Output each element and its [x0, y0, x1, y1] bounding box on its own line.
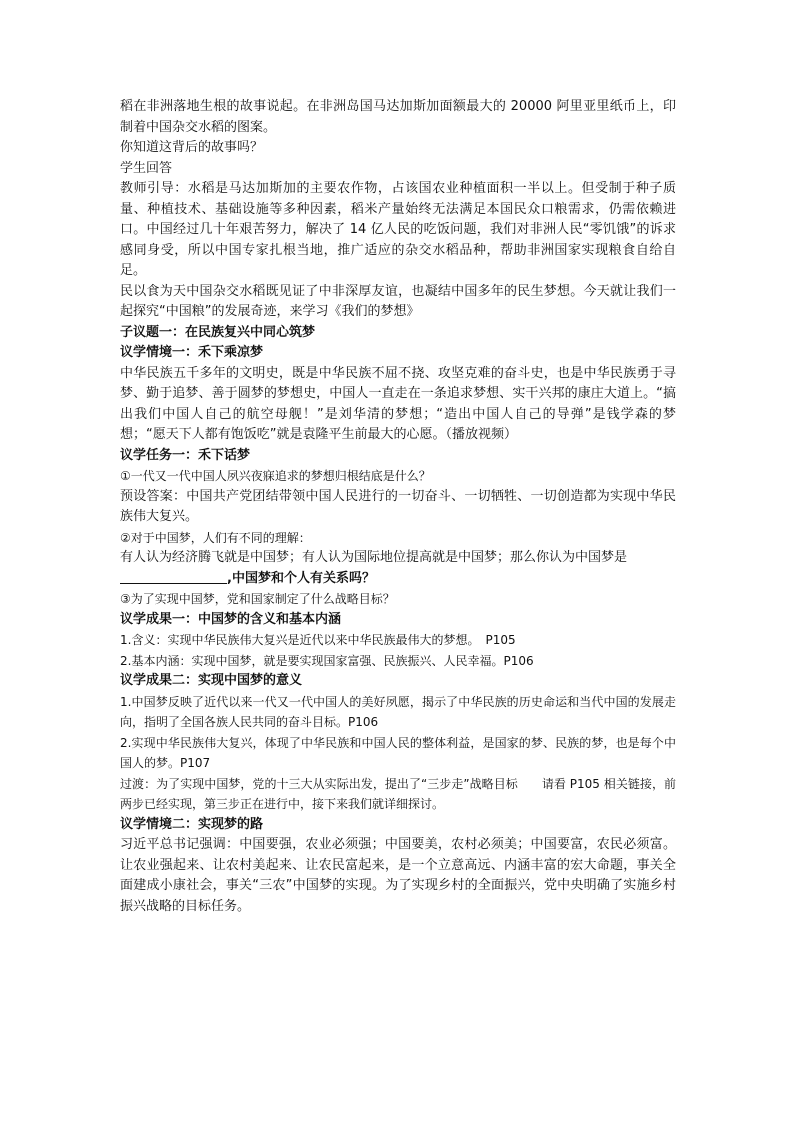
- student-answer-line: 学生回答: [120, 160, 173, 176]
- result-2-item-1: 1.中国梦反映了近代以来一代又一代中国人的美好夙愿，揭示了中华民族的历史命运和当代中国的发展走向，指明了全国各族人民共同的奋斗目标。P106: [120, 694, 676, 729]
- result-heading-2: 议学成果二：实现中国梦的意义: [120, 673, 303, 688]
- question-2-tail: ,中国梦和个人有关系吗？: [227, 570, 375, 586]
- context-heading-1: 议学情境一：禾下乘凉梦: [120, 345, 264, 360]
- teacher-guide-paragraph: 教师引导：水稻是马达加斯加的主要农作物，占该国农业种植面积一半以上。但受制于种子质量、种植技术、基础设施等多种因素，稻米产量始终无法满足本国民众口粮需求，仍需依赖进口。中国经过几十年艰苦努力，解决了 14 亿人民的吃饭问题，我们对非洲人民“零饥饿”的诉求感同身受，所以中国专家扎根当地，推广适应的杂交水稻品种，帮助非洲国家实现粮食自给自足。: [120, 181, 676, 278]
- context-heading-2: 议学情境二：实现梦的路: [120, 816, 264, 832]
- sub-topic-heading: 子议题一：在民族复兴中同心筑梦: [120, 324, 316, 340]
- context-paragraph-1: 中华民族五千多年的文明史，既是中华民族不屈不挠、攻坚克难的奋斗史，也是中华民族勇于寻梦、勤于追梦、善于圆梦的梦想史，中国人一直走在一条追求梦想、实干兴邦的康庄大道上。“搞出我们中国人自己的航空母舰！”是刘华清的梦想；“造出中国人自己的导弹”是钱学森的梦想；“愿天下人都有饱饭吃”就是袁隆平生前最大的心愿。（播放视频）: [120, 365, 676, 442]
- intro-paragraph: 稻在非洲落地生根的故事说起。在非洲岛国马达加斯加面额最大的 20000 阿里亚里纸币上，印制着中国杂交水稻的图案。: [120, 99, 676, 135]
- question-2-body: 有人认为经济腾飞就是中国梦；有人认为国际地位提高就是中国梦；那么你认为中国梦是: [120, 550, 628, 565]
- answer-1: 预设答案：中国共产党团结带领中国人民进行的一切奋斗、一切牺牲、一切创造都为实现中华民族伟大复兴。: [120, 488, 676, 524]
- transition-paragraph: 过渡：为了实现中国梦，党的十三大从实际出发，提出了“三步走”战略目标 请看 P105 相关链接，前两步已经实现，第三步正在进行中，接下来我们就详细探讨。: [120, 776, 676, 811]
- task-heading-1: 议学任务一：禾下话梦: [120, 447, 251, 463]
- document-page: [120, 97, 676, 917]
- question-3: ③为了实现中国梦，党和国家制定了什么战略目标？: [120, 592, 395, 606]
- result-2-item-2: 2.实现中华民族伟大复兴，体现了中华民族和中国人民的整体利益，是国家的梦、民族的梦，也是每个中国人的梦。P107: [120, 735, 676, 770]
- question-line: 你知道这背后的故事吗？: [120, 140, 264, 155]
- context-paragraph-2: 习近平总书记强调：中国要强，农业必须强；中国要美，农村必须美；中国要富，农民必须富。让农业强起来、让农村美起来、让农民富起来，是一个立意高远、内涵丰富的宏大命题，事关全面建成小康社会，事关“三农”中国梦的实现。为了实现乡村的全面振兴，党中央明确了实施乡村振兴战略的目标任务。: [120, 837, 676, 914]
- intro-summary-paragraph: 民以食为天中国杂交水稻既见证了中非深厚友谊，也凝结中国多年的民生梦想。今天就让我们一起探究“中国粮”的发展奇迹，来学习《我们的梦想》: [120, 283, 676, 319]
- result-heading-1: 议学成果一：中国梦的含义和基本内涵: [120, 611, 342, 627]
- question-2: ②对于中国梦，人们有不同的理解：: [120, 530, 311, 545]
- result-1-item-1: 1.含义：实现中华民族伟大复兴是近代以来中华民族最伟大的梦想。 P105: [120, 633, 516, 647]
- fill-in-blank: [120, 569, 227, 584]
- result-1-item-2: 2.基本内涵：实现中国梦，就是要实现国家富强、民族振兴、人民幸福。P106: [120, 653, 534, 668]
- question-1: ①一代又一代中国人夙兴夜寐追求的梦想归根结底是什么？: [120, 469, 431, 483]
- question-2-blank-line: [120, 569, 676, 590]
